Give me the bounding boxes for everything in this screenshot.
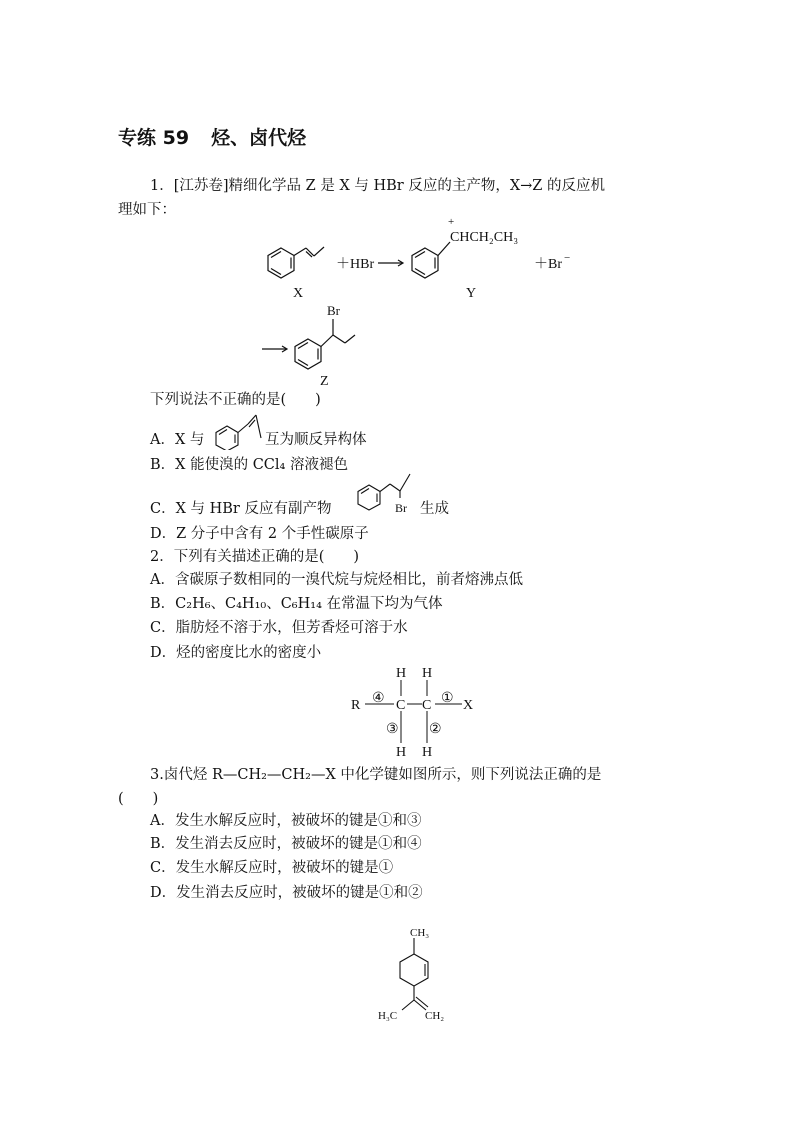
ch2-label: CH₂ [425,1010,445,1022]
label-x: X [293,286,304,301]
plus-br-text: ＋Br [534,257,562,272]
y-chain-text: CHCH₂CH₃ [450,230,519,245]
bond-label-3: ③ [386,722,399,737]
q1-option-c-pre: C．X 与 HBr 反应有副产物 [150,501,332,517]
atom-h3: H [396,745,407,760]
q3-stem-line2: ( ) [118,791,159,807]
q1-reaction-scheme [250,215,590,390]
limonene-structure [370,920,470,1025]
q2-option-a: A．含碳原子数相同的一溴代烷与烷烃相比，前者熔沸点低 [150,572,523,588]
atom-r: R [351,698,361,713]
q3-stem-line1: 3.卤代烃 R—CH₂—CH₂—X 中化学键如图所示，则下列说法正确的是 [150,767,602,783]
ch3-label: CH₃ [410,927,430,939]
q2-stem: 2．下列有关描述正确的是( ) [150,549,360,565]
atom-h2: H [422,666,433,681]
br-charge-text: − [564,252,571,264]
q1-option-b: B．X 能使溴的 CCl₄ 溶液褪色 [150,457,348,473]
q1-option-c-post: 生成 [420,501,449,517]
atom-x: X [463,698,474,713]
q1-prompt: 下列说法不正确的是( ) [150,392,321,408]
cis-isomer-structure [213,410,263,450]
atom-c1: C [396,698,406,713]
q3-option-d: D．发生消去反应时，被破坏的键是①和② [150,885,423,901]
atom-h4: H [422,745,433,760]
q2-option-c: C．脂肪烃不溶于水，但芳香烃可溶于水 [150,620,408,636]
q2-option-b: B．C₂H₆、C₄H₁₀、C₆H₁₄ 在常温下均为气体 [150,596,443,612]
y-charge-text: + [448,216,455,228]
bond-diagram [345,663,485,761]
q3-option-a: A．发生水解反应时，被破坏的键是①和③ [150,813,422,829]
q1-stem-line2: 理如下： [118,202,176,218]
bond-label-4: ④ [372,691,385,706]
z-br-text: Br [327,303,340,318]
label-y: Y [466,286,477,301]
q3-option-c: C．发生水解反应时，被破坏的键是① [150,860,394,876]
title-number: 专练 59 [118,127,190,149]
byproduct-br-text: Br [395,501,407,515]
h3c-label: H₃C [378,1010,398,1022]
plus-hbr-text: ＋HBr [336,257,375,272]
title-topic: 烃、卤代烃 [211,127,307,149]
bond-label-2: ② [429,722,442,737]
bond-label-1: ① [441,691,454,706]
q3-option-b: B．发生消去反应时，被破坏的键是①和④ [150,836,422,852]
q1-option-d: D．Z 分子中含有 2 个手性碳原子 [150,526,369,542]
page-title [118,123,306,150]
q1-stem-line1: 1．[江苏卷]精细化学品 Z 是 X 与 HBr 反应的主产物，X→Z 的反应机 [150,178,605,194]
q1-option-a-pre: A．X 与 [150,432,205,448]
label-z: Z [320,374,329,389]
q2-option-d: D．烃的密度比水的密度小 [150,645,322,661]
atom-h1: H [396,666,407,681]
atom-c2: C [422,698,432,713]
q1-option-a-post: 互为顺反异构体 [265,432,367,448]
